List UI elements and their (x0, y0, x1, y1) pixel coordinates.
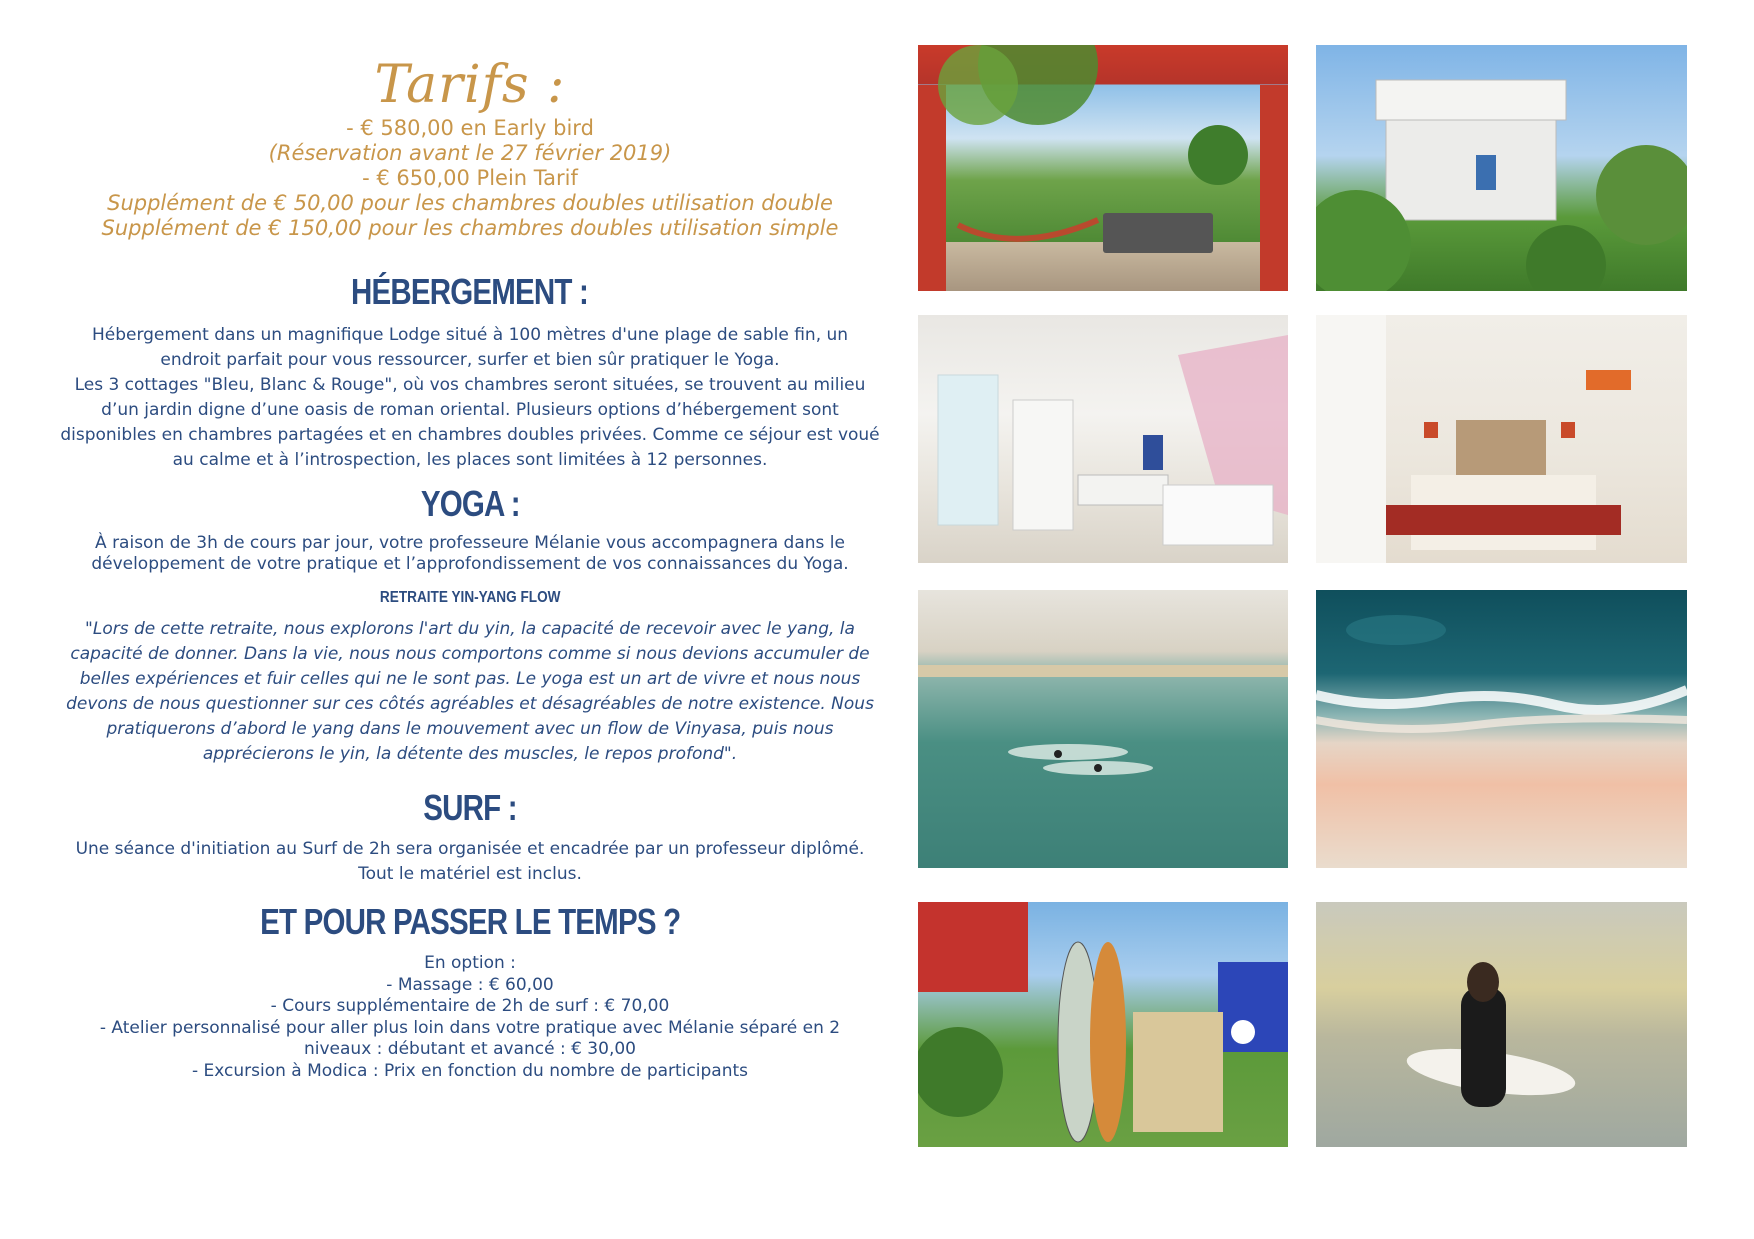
yoga-subtitle: RETRAITE YIN-YANG FLOW (379, 589, 561, 606)
yoga-quote: "Lors de cette retraite, nous explorons l'art du yin, la capacité de recevoir avec le yang, la capacité de donner. Dans la vie, nous nous comportons comme si nous devions accumuler de belles expériences et fuir celles qui ne le sont pas. Le yoga est un art de vivre et nous nous devons de nous questionner sur ces côtés agréables et désagréables de notre existence. Nous pratiquerons d’abord le yang dans le mouvement avec un flow de Vinyasa, puis nous apprécierons le yin, la détente des muscles, le repos profond". (66, 619, 874, 764)
photo-surfer-sea (1316, 902, 1687, 1147)
tarifs-title: Tarifs : (374, 55, 566, 115)
surf-heading: SURF : (423, 787, 517, 828)
photo-bedroom-twin (918, 315, 1288, 563)
photo-white-house (1316, 45, 1687, 291)
photo-surfboards-garden (918, 902, 1288, 1147)
tarif-reservation-note: (Réservation avant le 27 février 2019) (268, 141, 672, 165)
tarif-early-bird: - € 580,00 en Early bird (346, 116, 594, 140)
yoga-text: À raison de 3h de cours par jour, votre professeure Mélanie vous accompagnera dans le développement de votre pratique et l’approfondissement de vos connaissances du Yoga. (91, 533, 849, 574)
tarif-supplement-double: Supplément de € 50,00 pour les chambres doubles utilisation double (107, 191, 833, 215)
photo-garden-veranda (918, 45, 1288, 291)
yoga-heading: YOGA : (420, 483, 520, 524)
passer-le-temps-heading: ET POUR PASSER LE TEMPS ? (259, 901, 681, 942)
photo-aerial-beach (1316, 590, 1687, 868)
tarif-supplement-simple: Supplément de € 150,00 pour les chambres doubles utilisation simple (101, 216, 839, 240)
hebergement-text: Hébergement dans un magnifique Lodge situé à 100 mètres d'une plage de sable fin, un endroit parfait pour vous ressourcer, surfer et bien sûr pratiquer le Yoga. Les 3 cottages "Bleu, Blanc & Rouge", où vos chambres seront situées, se trouvent au milieu d’un jardin digne d’une oasis de roman oriental. Plusieurs options d’hébergement sont disponibles en chambres partagées et en chambres doubles privées. Comme ce séjour est voué au calme et à l’introspection, les places sont limitées à 12 personnes. (60, 325, 880, 470)
left-column (40, 40, 900, 1082)
surf-text: Une séance d'initiation au Surf de 2h sera organisée et encadrée par un professeur diplômé. Tout le matériel est inclus. (75, 839, 865, 884)
tarif-plein: - € 650,00 Plein Tarif (362, 166, 578, 190)
photo-bedroom-double (1316, 315, 1687, 563)
options-list: En option : - Massage : € 60,00 - Cours supplémentaire de 2h de surf : € 70,00 - Atelier personnalisé pour aller plus loin dans votre pratique avec Mélanie séparé en 2 niveaux : débutant et avancé : € 30,00 - Excursion à Modica : Prix en fonction du nombre de participants (99, 953, 841, 1081)
photo-sea-paddleboards (918, 590, 1288, 868)
hebergement-heading: HÉBERGEMENT : (351, 271, 589, 312)
